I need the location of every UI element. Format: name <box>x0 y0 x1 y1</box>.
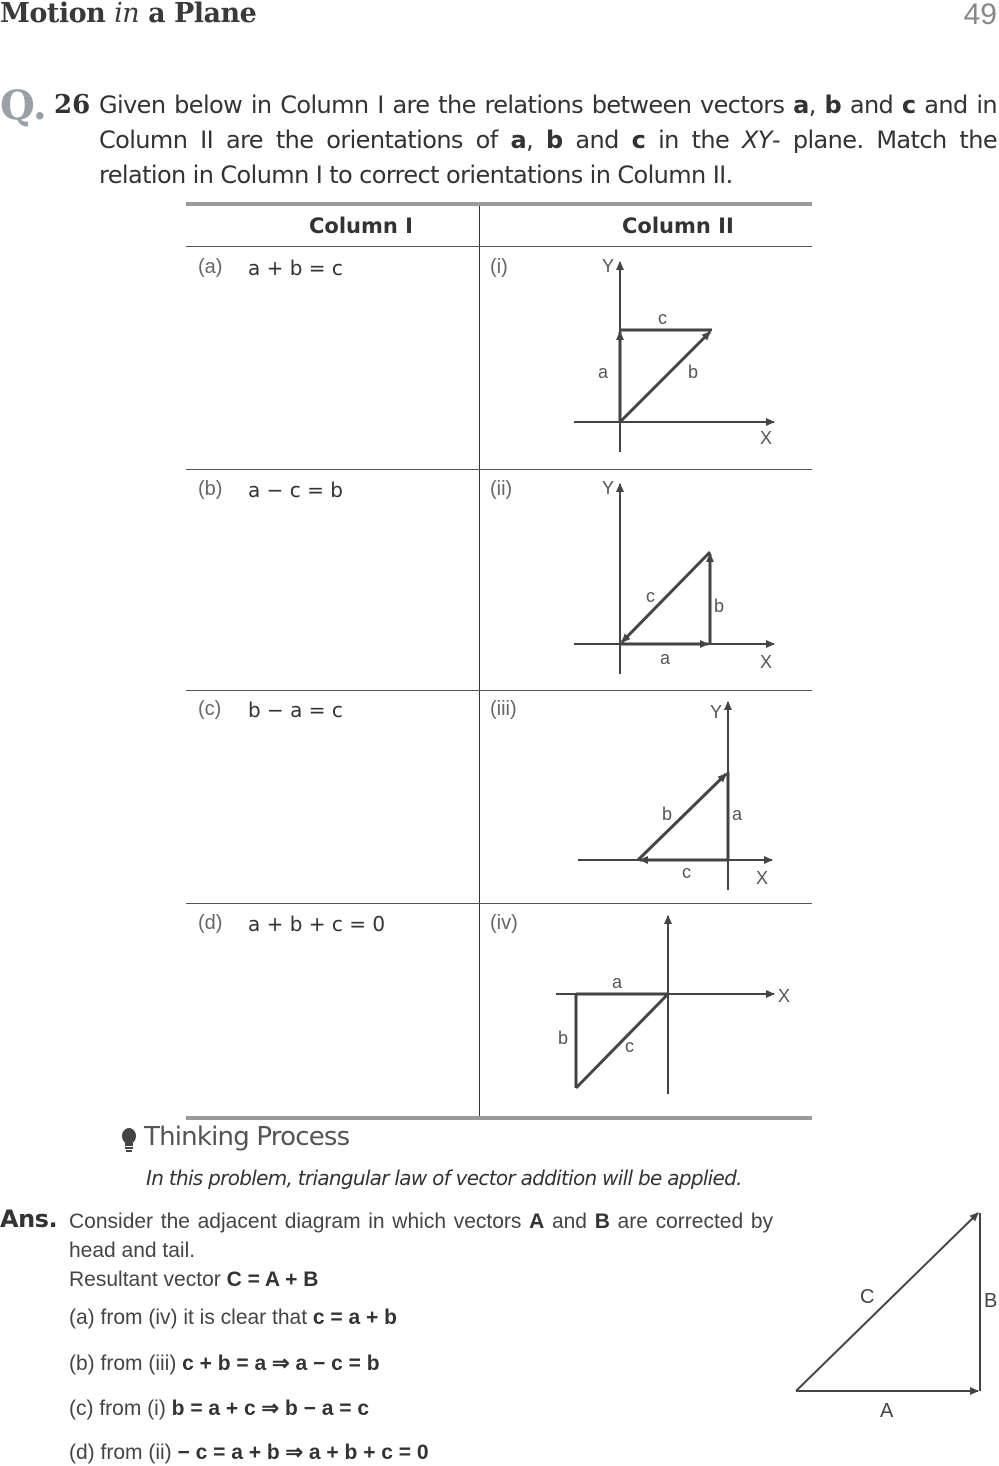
text: are corrected by head and tail. <box>69 1210 774 1262</box>
figure-label: (ii) <box>490 478 513 500</box>
text: (c) from (i) <box>69 1397 172 1420</box>
svg-text:B: B <box>984 1290 998 1312</box>
row-divider <box>186 903 812 904</box>
chapter-title-part: Motion <box>0 0 115 29</box>
figure-label: (iii) <box>490 698 517 720</box>
page-number: 49 <box>963 0 997 31</box>
svg-text:A: A <box>880 1400 894 1422</box>
text: and in Column II are the orientations of <box>99 91 997 154</box>
resultant-triangle-diagram <box>780 1195 999 1425</box>
text: , <box>526 126 546 154</box>
answer-label: Ans. <box>0 1205 58 1233</box>
svg-text:a: a <box>660 648 671 668</box>
answer-line-b <box>69 1351 380 1376</box>
row-divider <box>186 690 812 691</box>
figure-label: (i) <box>490 256 508 278</box>
chapter-title-part: a Plane <box>139 0 257 29</box>
text: Given below in Column I are the relations between vectors <box>99 91 794 119</box>
svg-text:a: a <box>598 362 609 382</box>
thinking-process-text: In this problem, triangular law of vector addition will be applied. <box>146 1166 742 1190</box>
column-divider <box>479 206 480 1116</box>
answer-line-c <box>69 1396 369 1421</box>
question-text <box>99 88 997 193</box>
vector-b: b <box>824 91 842 119</box>
answer-line-a <box>69 1306 397 1330</box>
relation-expression: b − a = c <box>248 698 343 722</box>
text: (b) from (iii) <box>69 1352 183 1375</box>
relation-expression: a − c = b <box>248 478 343 502</box>
row-label: (a) <box>198 256 223 278</box>
vector-A: A <box>529 1210 545 1233</box>
text: - plane. Match the relation in Column I to correct orientations in Column II. <box>99 126 997 189</box>
vector-c: c <box>631 126 646 154</box>
lightbulb-icon <box>120 1128 138 1154</box>
chapter-title-italic: in <box>114 0 140 29</box>
text: and <box>562 126 632 154</box>
resultant-equation: C = A + B <box>226 1268 319 1291</box>
svg-text:a: a <box>612 972 623 992</box>
row-label: (c) <box>198 698 222 720</box>
vector-B: B <box>594 1210 610 1233</box>
svg-text:b: b <box>714 596 725 616</box>
svg-text:Y: Y <box>710 702 723 722</box>
svg-text:X: X <box>760 652 773 672</box>
chapter-title <box>0 0 256 29</box>
equation: c + b = a ⇒ a − c = b <box>182 1352 380 1375</box>
equation: b = a + c ⇒ b − a = c <box>171 1397 370 1420</box>
svg-text:X: X <box>756 868 769 888</box>
text: (a) from (iv) it is clear that <box>69 1306 313 1329</box>
equation: c = a + b <box>312 1306 397 1329</box>
row-label: (b) <box>198 478 223 500</box>
relation-expression: a + b + c = 0 <box>248 912 386 936</box>
svg-text:b: b <box>558 1028 569 1048</box>
vector-a: a <box>510 126 527 154</box>
column-1-header: Column I <box>309 214 413 238</box>
svg-text:a: a <box>732 804 743 824</box>
svg-text:c: c <box>625 1036 634 1056</box>
svg-text:X: X <box>778 986 791 1006</box>
text: , <box>808 91 825 119</box>
svg-text:c: c <box>658 308 667 328</box>
vector-b: b <box>545 126 563 154</box>
text: (d) from (ii) <box>69 1441 178 1464</box>
text: Consider the adjacent diagram in which vectors <box>69 1210 530 1233</box>
answer-intro <box>69 1207 773 1294</box>
y-axis-label: Y <box>602 256 615 276</box>
xy-plane: XY <box>742 126 772 154</box>
thinking-process-title: Thinking Process <box>144 1122 350 1152</box>
equation: − c = a + b ⇒ a + b + c = 0 <box>177 1441 429 1464</box>
vector-a: a <box>793 91 809 119</box>
text: and <box>841 91 902 119</box>
svg-text:b: b <box>662 804 673 824</box>
text: and <box>544 1210 595 1233</box>
row-divider <box>186 469 812 470</box>
question-marker: Q. <box>0 82 47 129</box>
text: in the <box>645 126 743 154</box>
text: Resultant vector <box>69 1268 227 1291</box>
row-label: (d) <box>198 912 223 934</box>
figure-label: (iv) <box>490 912 518 934</box>
vector-c: c <box>901 91 916 119</box>
svg-text:Y: Y <box>602 478 615 498</box>
vector-diagram-ii <box>560 476 790 676</box>
vector-diagram-iv <box>550 910 810 1110</box>
vector-diagram-iii <box>560 696 790 896</box>
svg-text:C: C <box>860 1286 875 1308</box>
svg-text:c: c <box>646 586 655 606</box>
header-divider <box>186 246 812 247</box>
x-axis-label: X <box>760 428 773 448</box>
column-2-header: Column II <box>622 214 734 238</box>
answer-line-d <box>69 1440 429 1465</box>
question-number: 26 <box>54 90 91 120</box>
svg-text:b: b <box>688 362 699 382</box>
relation-expression: a + b = c <box>248 256 343 280</box>
vector-diagram-i <box>560 254 790 454</box>
svg-text:c: c <box>682 862 691 882</box>
match-table <box>186 202 812 1120</box>
